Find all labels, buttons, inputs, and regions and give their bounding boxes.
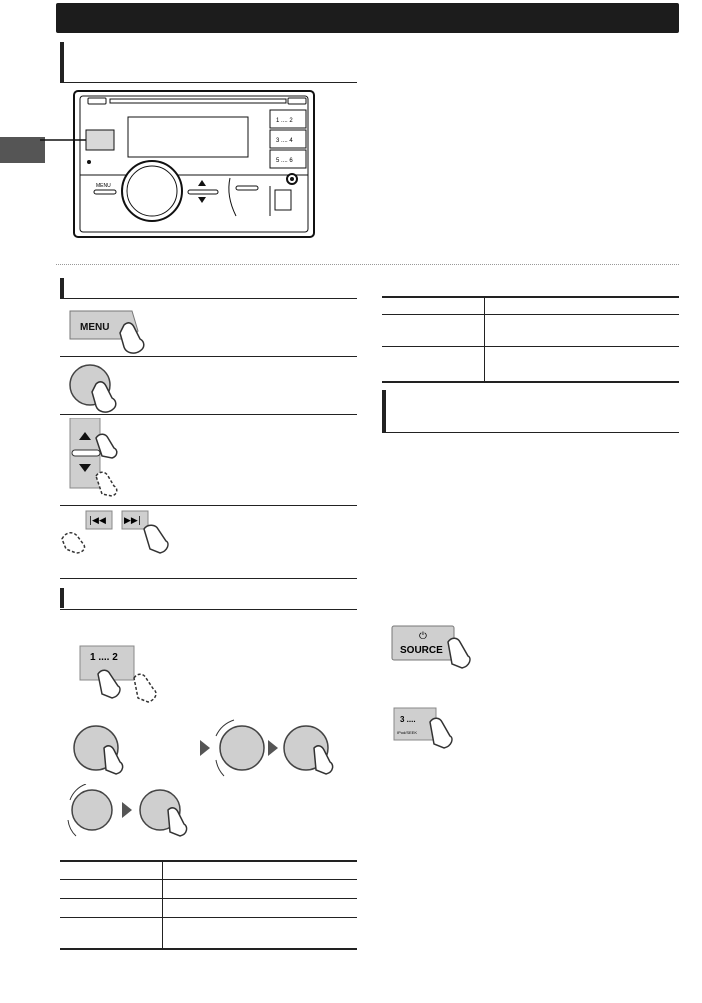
preset-3-sub-label: IPod/SEEK (397, 730, 418, 735)
skip-forward-icon: ▶▶| (124, 516, 141, 526)
section-heading-rule (60, 298, 357, 299)
knob-sequence-figure (66, 718, 356, 778)
section-heading-marker (60, 42, 64, 82)
faceplate-preset-label-left: 1 .... 2 (276, 118, 293, 124)
preset-3-label: 3 .... (400, 715, 416, 724)
table-column-divider (162, 860, 163, 948)
row-rule (60, 578, 357, 579)
skip-back-icon: |◀◀ (89, 516, 106, 526)
section-heading-rule (60, 609, 357, 610)
table-rule (60, 948, 357, 950)
section-heading-rule (382, 432, 679, 433)
faceplate-diagram (40, 86, 320, 242)
svg-text:MENU: MENU (96, 183, 111, 189)
table-rule (60, 860, 357, 862)
page-header-bar (56, 3, 679, 33)
source-button-label: SOURCE (400, 645, 443, 656)
table-rule (60, 898, 357, 899)
section-heading-marker (60, 278, 64, 298)
section-heading-marker (382, 390, 386, 432)
table-column-divider (484, 296, 485, 381)
knob-turn-press-figure (66, 784, 206, 840)
row-rule (60, 414, 357, 415)
table-rule (382, 381, 679, 383)
preset-1-2-label: 1 .... 2 (90, 652, 118, 663)
power-icon: ⏻ (419, 631, 427, 642)
table-rule (382, 296, 679, 298)
preset-buttons-figure (78, 644, 168, 704)
table-rule (60, 879, 357, 880)
knob-press-figure (66, 360, 166, 414)
faceplate-preset-label-mid: 3 .... 4 (276, 138, 293, 144)
row-rule (60, 505, 357, 506)
table-rule (382, 346, 679, 347)
row-rule (60, 356, 357, 357)
table-rule (60, 917, 357, 918)
section-heading-marker (60, 588, 64, 608)
menu-button-figure (66, 303, 166, 355)
section-heading-rule (60, 82, 357, 83)
side-tab-marker (0, 137, 45, 163)
preset-3-figure (392, 706, 472, 758)
section-divider (56, 264, 679, 265)
source-button-figure (388, 622, 488, 678)
up-down-figure (66, 418, 146, 504)
table-rule (382, 314, 679, 315)
faceplate-preset-label-right: 5 .... 6 (276, 158, 293, 164)
skip-buttons-figure (60, 509, 180, 555)
menu-button-label: MENU (80, 322, 110, 333)
